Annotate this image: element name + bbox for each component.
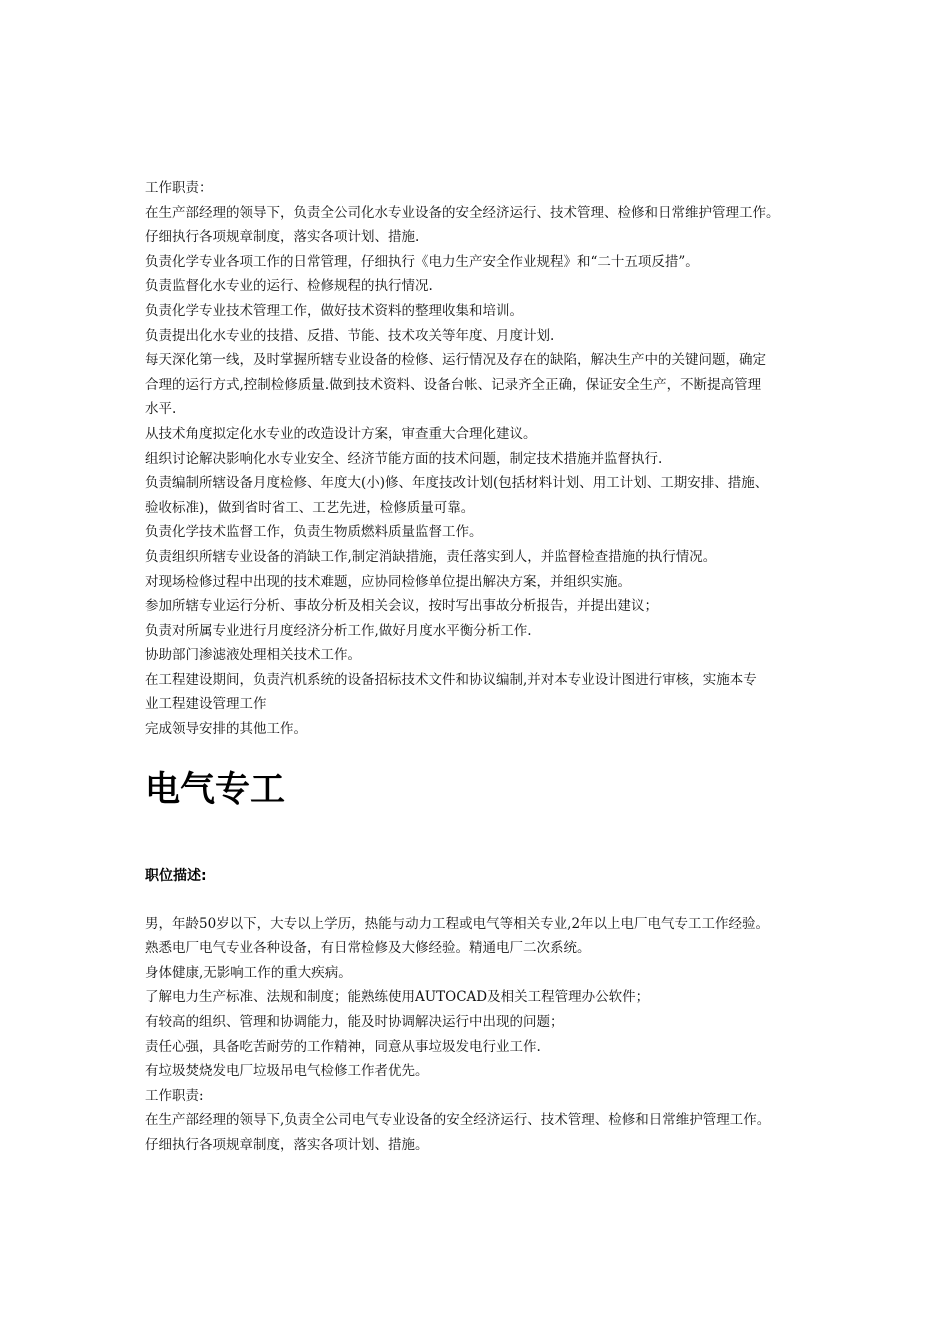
text-line: 负责提出化水专业的技措、反措、节能、技术攻关等年度、月度计划.	[145, 327, 555, 344]
text-line: 工作职责：	[145, 180, 213, 196]
text-line: 参加所辖专业运行分析、事故分析及相关会议，按时写出事故分析报告，并提出建议；	[145, 598, 658, 615]
text-line: 合理的运行方式,控制检修质量.做到技术资料、设备台帐、记录齐全正确，保证安全生产，不断提高管理	[145, 376, 762, 393]
text-line: 完成领导安排的其他工作。	[145, 721, 307, 738]
text-line: 组织讨论解决影响化水专业安全、经济节能方面的技术问题，制定技术措施并监督执行.	[145, 450, 663, 467]
text-line: 在生产部经理的领导下，负责全公司化水专业设备的安全经济运行、技术管理、检修和日常维护管理工作。	[145, 204, 780, 221]
text-line: 负责监督化水专业的运行、检修规程的执行情况.	[145, 278, 433, 295]
text-line: 有垃圾焚烧发电厂垃圾吊电气检修工作者优先。	[145, 1063, 429, 1080]
text-line: 业工程建设管理工作	[145, 696, 267, 713]
text-line: 仔细执行各项规章制度，落实各项计划、措施。	[145, 1137, 429, 1153]
text-line: 负责化学技术监督工作，负责生物质燃料质量监督工作。	[145, 524, 483, 541]
text-line: 负责化学专业技术管理工作，做好技术资料的整理收集和培训。	[145, 302, 523, 319]
text-line: 工作职责:	[145, 1087, 204, 1104]
text-line: 协助部门渗滤液处理相关技术工作。	[145, 647, 361, 664]
text-line: 在生产部经理的领导下,负责全公司电气专业设备的安全经济运行、技术管理、检修和日常维护管理工作。	[145, 1112, 771, 1129]
text-line: 从技术角度拟定化水专业的改造设计方案，审查重大合理化建议。	[145, 425, 537, 442]
text-line: 负责组织所辖专业设备的消缺工作,制定消缺措施，责任落实到人，并监督检查措施的执行情况。	[145, 548, 717, 565]
text-line: 负责对所属专业进行月度经济分析工作,做好月度水平衡分析工作.	[145, 622, 532, 639]
job-description-heading: 职位描述:	[145, 867, 207, 884]
electrical-requirements-list	[145, 912, 835, 1158]
text-line: 责任心强，具备吃苦耐劳的工作精神，同意从事垃圾发电行业工作.	[145, 1038, 541, 1055]
chemistry-duties-list	[145, 176, 835, 742]
text-line: 负责编制所辖设备月度检修、年度大(小)修、年度技改计划(包括材料计划、用工计划、工期安排、措施、	[145, 475, 769, 492]
text-line: 验收标准)，做到省时省工、工艺先进，检修质量可靠。	[145, 499, 475, 516]
text-line: 男，年龄50岁以下，大专以上学历，热能与动力工程或电气等相关专业,2年以上电厂电气专工工作经验。	[145, 915, 770, 932]
text-line: 在工程建设期间，负责汽机系统的设备招标技术文件和协议编制,并对本专业设计图进行审核，实施本专	[145, 671, 757, 688]
text-line: 水平.	[145, 401, 177, 418]
text-line: 身体健康,无影响工作的重大疾病。	[145, 964, 352, 981]
text-line: 仔细执行各项规章制度，落实各项计划、措施.	[145, 229, 420, 246]
document-body	[145, 176, 835, 1158]
text-line: 了解电力生产标准、法规和制度；能熟练使用AUTOCAD及相关工程管理办公软件；	[145, 989, 650, 1006]
text-line: 熟悉电厂电气专业各种设备，有日常检修及大修经验。精通电厂二次系统。	[145, 940, 591, 957]
text-line: 有较高的组织、管理和协调能力，能及时协调解决运行中出现的问题；	[145, 1014, 564, 1031]
text-line: 每天深化第一线，及时掌握所辖专业设备的检修、运行情况及存在的缺陷，解决生产中的关键问题，确定	[145, 352, 766, 369]
text-line: 负责化学专业各项工作的日常管理，仔细执行《电力生产安全作业规程》和“二十五项反措”。	[145, 253, 699, 270]
section-title: 电气专工	[145, 769, 286, 810]
text-line: 对现场检修过程中出现的技术难题，应协同检修单位提出解决方案，并组织实施。	[145, 573, 631, 590]
